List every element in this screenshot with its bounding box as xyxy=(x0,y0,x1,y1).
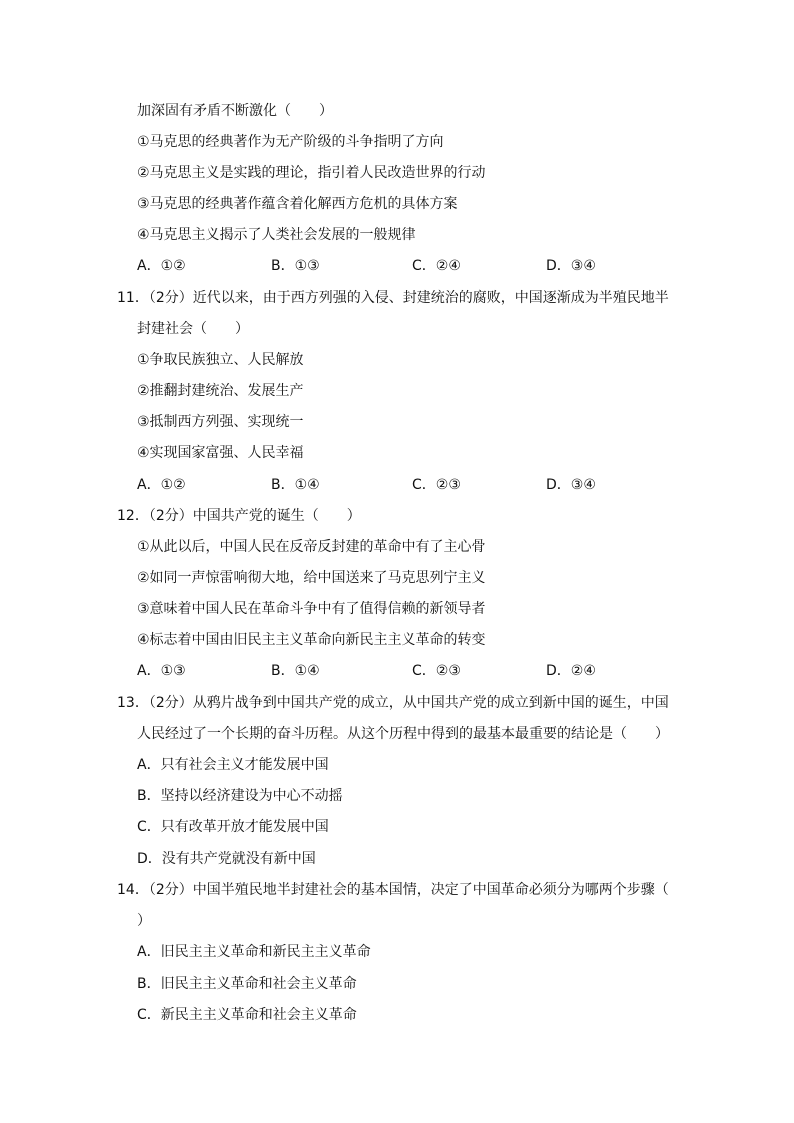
q10-stem-tail: 加深固有矛盾不断激化（ ） xyxy=(137,103,333,119)
q13-choice-d[interactable]: D．没有共产党就没有新中国 xyxy=(137,851,316,867)
q12-option-d[interactable]: D．②④ xyxy=(546,663,596,679)
q11-item-3: ③抵制西方列强、实现统一 xyxy=(137,414,304,430)
q12-item-2: ②如同一声惊雷响彻大地，给中国送来了马克思列宁主义 xyxy=(137,570,486,586)
q14-choice-c[interactable]: C．新民主主义革命和社会主义革命 xyxy=(137,1007,357,1023)
q12-option-c[interactable]: C．②③ xyxy=(412,663,461,679)
q14-choice-a[interactable]: A．旧民主主义革命和新民主主义革命 xyxy=(137,944,371,960)
q11-item-1: ①争取民族独立、人民解放 xyxy=(137,352,304,368)
q12-options xyxy=(137,661,657,681)
q10-option-c[interactable]: C．②④ xyxy=(412,258,461,274)
q10-option-b[interactable]: B．①③ xyxy=(271,258,320,274)
q13-choice-b[interactable]: B．坚持以经济建设为中心不动摇 xyxy=(137,788,343,804)
q13-choice-c[interactable]: C．只有改革开放才能发展中国 xyxy=(137,819,329,835)
q13-stem-line-1: 13．（2分）从鸦片战争到中国共产党的成立，从中国共产党的成立到新中国的诞生，中国 xyxy=(117,695,669,711)
q10-options xyxy=(137,256,657,276)
q10-option-a[interactable]: A．①② xyxy=(137,258,186,274)
q12-option-b[interactable]: B．①④ xyxy=(271,663,320,679)
q13-stem-line-2: 人民经过了一个长期的奋斗历程。从这个历程中得到的最基本最重要的结论是（ ） xyxy=(137,726,669,742)
q11-stem-line-2: 封建社会（ ） xyxy=(137,321,249,337)
q10-item-3: ③马克思的经典著作蕴含着化解西方危机的具体方案 xyxy=(137,196,458,212)
q11-item-4: ④实现国家富强、人民幸福 xyxy=(137,445,304,461)
q12-option-a[interactable]: A．①③ xyxy=(137,663,186,679)
q11-options xyxy=(137,475,657,495)
q12-item-1: ①从此以后，中国人民在反帝反封建的革命中有了主心骨 xyxy=(137,539,486,555)
q11-option-a[interactable]: A．①② xyxy=(137,477,186,493)
q11-stem-line-1: 11．（2分）近代以来，由于西方列强的入侵、封建统治的腐败，中国逐渐成为半殖民地半 xyxy=(117,290,669,306)
q14-choice-b[interactable]: B．旧民主主义革命和社会主义革命 xyxy=(137,976,357,992)
q14-stem-line-1: 14．（2分）中国半殖民地半封建社会的基本国情，决定了中国革命必须分为哪两个步骤（ xyxy=(117,882,669,898)
q10-item-2: ②马克思主义是实践的理论，指引着人民改造世界的行动 xyxy=(137,165,486,181)
q11-item-2: ②推翻封建统治、发展生产 xyxy=(137,383,304,399)
q11-option-c[interactable]: C．②③ xyxy=(412,477,461,493)
q10-item-1: ①马克思的经典著作为无产阶级的斗争指明了方向 xyxy=(137,134,444,150)
q11-option-d[interactable]: D．③④ xyxy=(546,477,596,493)
q12-item-3: ③意味着中国人民在革命斗争中有了值得信赖的新领导者 xyxy=(137,601,486,617)
q10-item-4: ④马克思主义揭示了人类社会发展的一般规律 xyxy=(137,227,416,243)
q10-option-d[interactable]: D．③④ xyxy=(546,258,596,274)
q14-stem-line-2: ） xyxy=(137,913,151,929)
q13-choice-a[interactable]: A．只有社会主义才能发展中国 xyxy=(137,757,329,773)
q11-option-b[interactable]: B．①④ xyxy=(271,477,320,493)
q12-item-4: ④标志着中国由旧民主主义革命向新民主主义革命的转变 xyxy=(137,632,486,648)
q12-stem-line-1: 12．（2分）中国共产党的诞生（ ） xyxy=(117,508,361,524)
